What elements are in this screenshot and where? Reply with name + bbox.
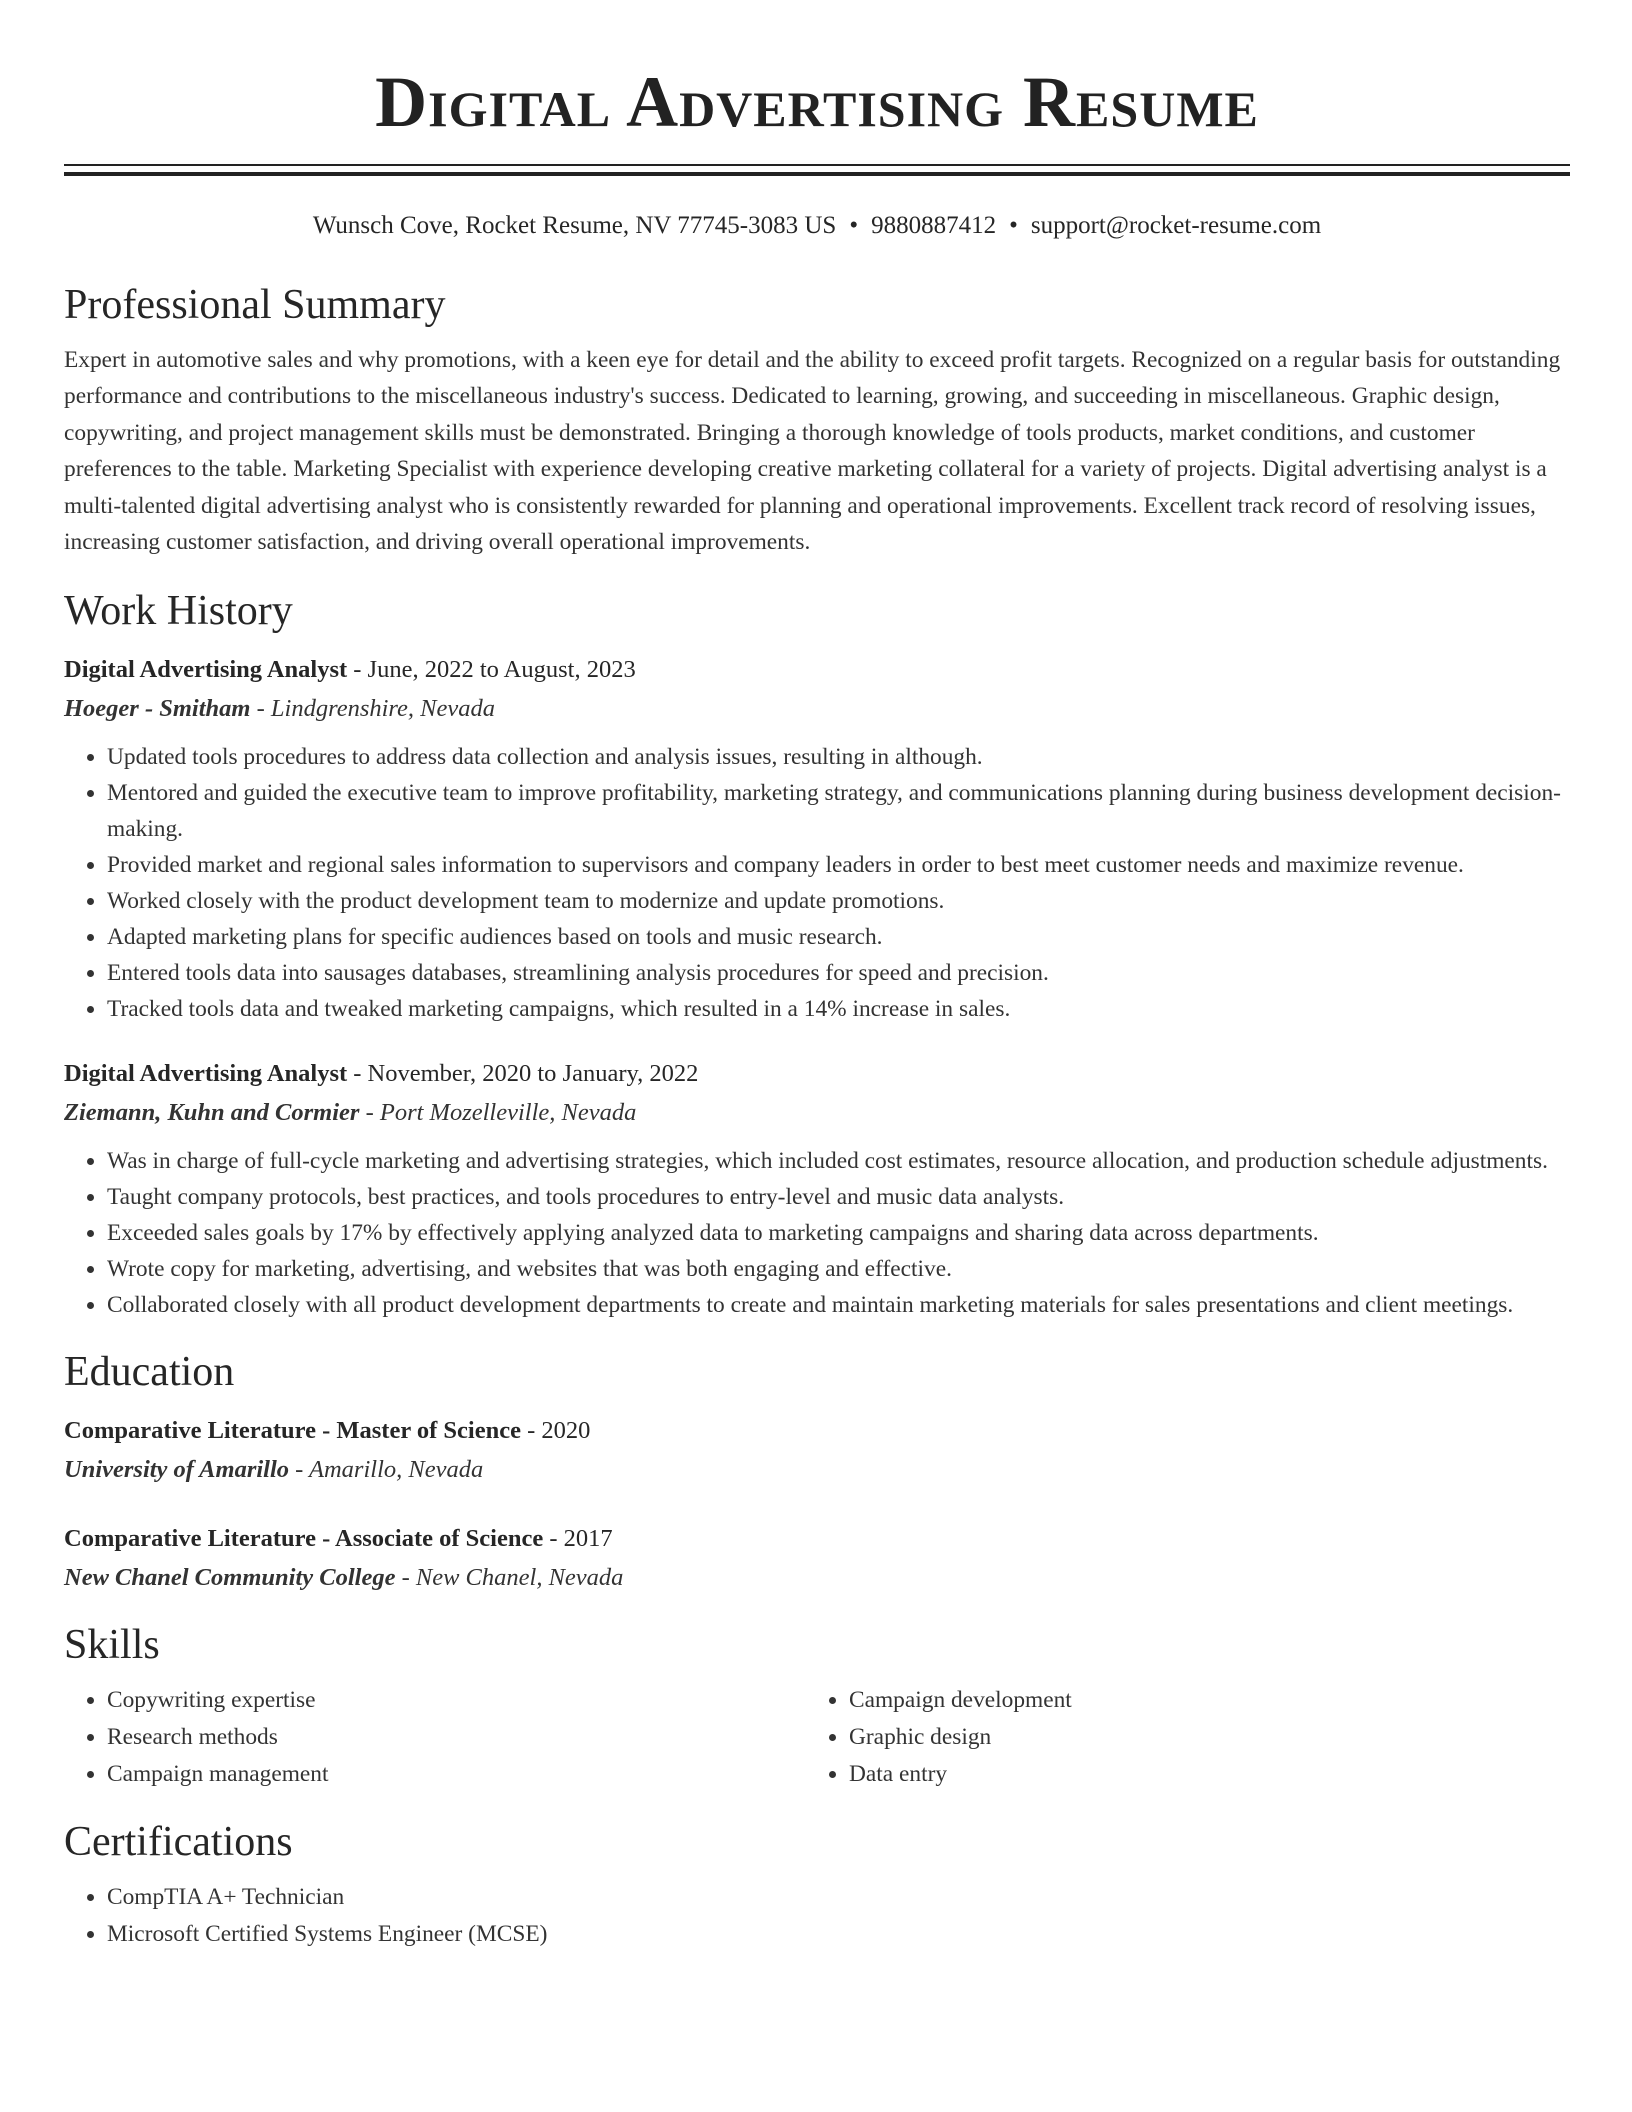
degree-line bbox=[64, 1520, 1570, 1558]
list-item: • Updated tools procedures to address data collection and analysis issues, resulting in although. bbox=[107, 739, 1570, 775]
skills-list-left bbox=[64, 1682, 806, 1793]
contact-address: Wunsch Cove, Rocket Resume, NV 77745-3083 US bbox=[312, 212, 837, 239]
job-bullets bbox=[64, 1143, 1570, 1323]
list-item: • Was in charge of full-cycle marketing and advertising strategies, which included cost estimates, resource allocation, and production schedule adjustments. bbox=[107, 1143, 1570, 1179]
education-entry bbox=[64, 1412, 1570, 1490]
list-item: • Campaign management bbox=[107, 1756, 806, 1793]
skills-heading: Skills bbox=[64, 1622, 160, 1669]
list-item: • Entered tools data into sausages databases, streamlining analysis procedures for speed and precision. bbox=[107, 955, 1570, 991]
contact-separator: • bbox=[849, 212, 859, 239]
job-company-line bbox=[64, 1093, 1570, 1133]
job-bullets bbox=[64, 739, 1570, 1027]
list-item: • Mentored and guided the executive team to improve profitability, marketing strategy, and communications planning during business development decision-making. bbox=[107, 775, 1570, 847]
job-dates: - November, 2020 to January, 2022 bbox=[347, 1060, 699, 1088]
resume-page bbox=[64, 0, 1570, 1953]
job-company: Ziemann, Kuhn and Cormier bbox=[64, 1099, 360, 1127]
list-item: • Adapted marketing plans for specific audiences based on tools and music research. bbox=[107, 919, 1570, 955]
job-title-line bbox=[64, 651, 1570, 689]
list-item: • Collaborated closely with all product development departments to create and maintain marketing materials for sales presentations and client meetings. bbox=[107, 1287, 1570, 1323]
list-item: • CompTIA A+ Technician bbox=[107, 1879, 1570, 1916]
summary-text: Expert in automotive sales and why promotions, with a keen eye for detail and the ability to exceed profit targets. Recognized on a regular basis for outstanding performance and contributions to the miscellaneous industry's success. Dedicated to learning, growing, and succeeding in miscellaneous. Graphic design, copywriting, and project management skills must be demonstrated. Bringing a thorough knowledge of tools products, market conditions, and customer preferences to the table. Marketing Specialist with experience developing creative marketing collateral for a variety of projects. Digital advertising analyst is a multi-talented digital advertising analyst who is consistently rewarded for planning and operational improvements. Excellent track record of resolving issues, increasing customer satisfaction, and driving overall operational improvements. bbox=[64, 347, 1561, 556]
job-title: Digital Advertising Analyst bbox=[64, 1060, 348, 1088]
school-line bbox=[64, 1450, 1570, 1490]
job-company-line bbox=[64, 689, 1570, 729]
job-company: Hoeger - Smitham bbox=[64, 695, 251, 723]
contact-phone: 9880887412 bbox=[871, 212, 997, 239]
school-location: - Amarillo, Nevada bbox=[289, 1456, 484, 1484]
list-item: • Campaign development bbox=[849, 1682, 1548, 1719]
list-item: • Wrote copy for marketing, advertising, and websites that was both engaging and effective. bbox=[107, 1251, 1570, 1287]
resume-title: Digital Advertising Resume bbox=[375, 62, 1259, 142]
job-entry bbox=[64, 1055, 1570, 1323]
list-item: • Graphic design bbox=[849, 1719, 1548, 1756]
contact-separator: • bbox=[1009, 212, 1018, 239]
degree: Comparative Literature - Master of Science bbox=[64, 1417, 521, 1445]
school: University of Amarillo bbox=[64, 1456, 290, 1484]
skills-list-right bbox=[806, 1682, 1548, 1793]
list-item: • Tracked tools data and tweaked marketing campaigns, which resulted in a 14% increase in sales. bbox=[107, 991, 1570, 1027]
school-location: - New Chanel, Nevada bbox=[395, 1564, 624, 1592]
list-item: • Copywriting expertise bbox=[107, 1682, 806, 1719]
school-line bbox=[64, 1558, 1570, 1598]
job-entry bbox=[64, 651, 1570, 1027]
list-item: • Provided market and regional sales information to supervisors and company leaders in order to best meet customer needs and maximize revenue. bbox=[107, 847, 1570, 883]
certifications-heading: Certifications bbox=[64, 1819, 293, 1866]
list-item: • Exceeded sales goals by 17% by effectively applying analyzed data to marketing campaigns and sharing data across departments. bbox=[107, 1215, 1570, 1251]
degree-year: - 2017 bbox=[543, 1525, 613, 1553]
degree: Comparative Literature - Associate of Science bbox=[64, 1525, 544, 1553]
job-location: - Port Mozelleville, Nevada bbox=[359, 1099, 637, 1127]
education-heading: Education bbox=[64, 1349, 235, 1396]
job-location: - Lindgrenshire, Nevada bbox=[250, 695, 496, 723]
list-item: • Microsoft Certified Systems Engineer (MCSE) bbox=[107, 1916, 1570, 1953]
certifications-list bbox=[64, 1879, 1570, 1953]
education-entry bbox=[64, 1520, 1570, 1598]
list-item: • Taught company protocols, best practices, and tools procedures to entry-level and music data analysts. bbox=[107, 1179, 1570, 1215]
title-divider-thick bbox=[64, 172, 1570, 176]
job-title: Digital Advertising Analyst bbox=[64, 656, 348, 684]
list-item: • Worked closely with the product development team to modernize and update promotions. bbox=[107, 883, 1570, 919]
contact-line bbox=[64, 210, 1570, 242]
list-item: • Research methods bbox=[107, 1719, 806, 1756]
summary-heading: Professional Summary bbox=[64, 282, 446, 328]
degree-year: - 2020 bbox=[520, 1417, 591, 1445]
work-history-heading: Work History bbox=[64, 588, 293, 635]
job-title-line bbox=[64, 1055, 1570, 1093]
contact-email: support@rocket-resume.com bbox=[1030, 212, 1322, 239]
school: New Chanel Community College bbox=[64, 1564, 396, 1592]
list-item: • Data entry bbox=[849, 1756, 1548, 1793]
job-dates: - June, 2022 to August, 2023 bbox=[347, 656, 636, 684]
degree-line bbox=[64, 1412, 1570, 1450]
skills-columns bbox=[64, 1682, 1570, 1793]
title-divider-thin bbox=[64, 164, 1570, 166]
